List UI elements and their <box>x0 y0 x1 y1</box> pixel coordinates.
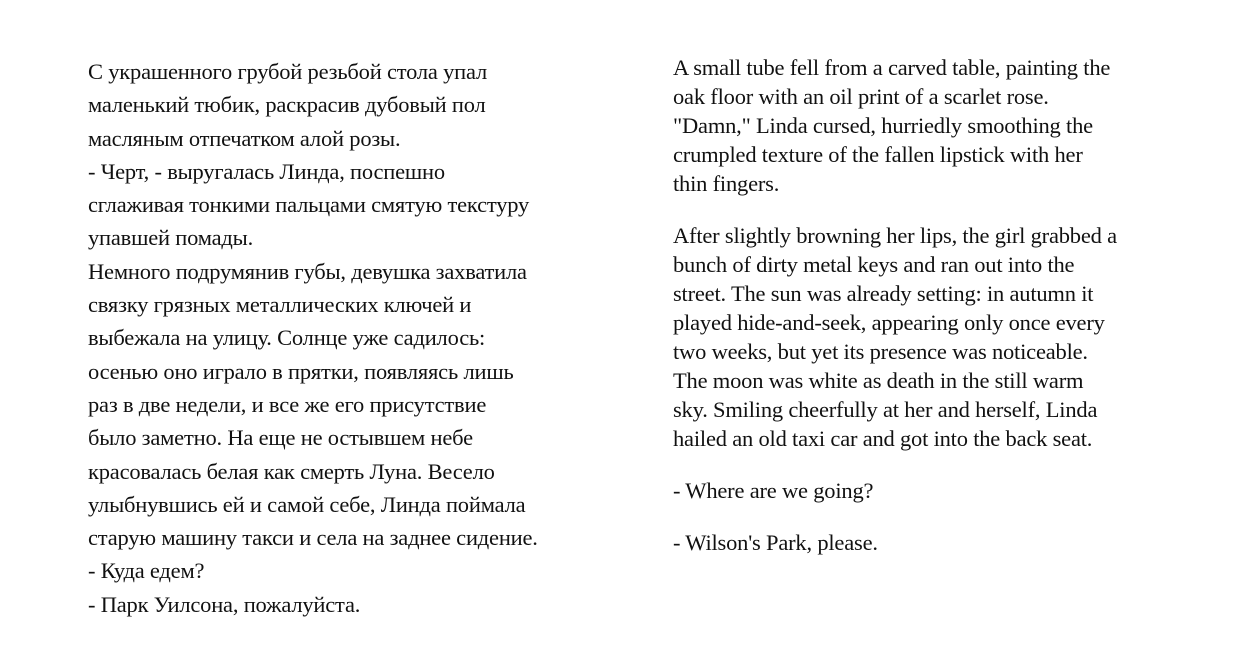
ru-text-line: раз в две недели, и все же его присутствие <box>88 391 487 417</box>
ru-text-line: осенью оно играло в прятки, появляясь лишь <box>88 358 514 384</box>
en-text-line: two weeks, but yet its presence was noticeable. <box>673 339 1088 364</box>
english-text-column <box>673 53 1193 580</box>
ru-text-line: упавшей помады. <box>88 225 254 251</box>
en-text-line: After slightly browning her lips, the girl grabbed a <box>673 223 1117 248</box>
en-text-line: thin fingers. <box>673 171 780 196</box>
en-text-line: played hide-and-seek, appearing only once every <box>673 310 1105 335</box>
ru-text-line: маленький тюбик, раскрасив дубовый пол <box>88 92 486 118</box>
en-text-line: hailed an old taxi car and got into the back seat. <box>673 426 1093 451</box>
en-text-line: A small tube fell from a carved table, painting the <box>673 55 1111 80</box>
ru-text-line: - Черт, - выругалась Линда, поспешно <box>88 158 445 184</box>
ru-text-line: - Парк Уилсона, пожалуйста. <box>88 591 361 617</box>
en-text-line: The moon was white as death in the still warm <box>673 368 1084 393</box>
en-text-line: crumpled texture of the fallen lipstick with her <box>673 142 1083 167</box>
en-paragraph <box>673 476 1193 505</box>
en-text-line: - Wilson's Park, please. <box>673 530 878 555</box>
russian-text-column <box>88 55 618 621</box>
ru-text-line: связку грязных металлических ключей и <box>88 292 472 318</box>
ru-text-line: выбежала на улицу. Солнце уже садилось: <box>88 325 486 351</box>
en-text-line: "Damn," Linda cursed, hurriedly smoothing the <box>673 113 1093 138</box>
ru-text-line: красовалась белая как смерть Луна. Весело <box>88 458 495 484</box>
en-text-line: bunch of dirty metal keys and ran out into the <box>673 252 1075 277</box>
ru-text-line: сглаживая тонкими пальцами смятую текстуру <box>88 192 530 218</box>
ru-text-line: С украшенного грубой резьбой стола упал <box>88 59 487 84</box>
ru-text-line: было заметно. На еще не остывшем небе <box>88 425 473 451</box>
en-paragraph <box>673 528 1193 557</box>
en-text-line: street. The sun was already setting: in autumn it <box>673 281 1094 306</box>
en-text-line: oak floor with an oil print of a scarlet rose. <box>673 84 1049 109</box>
ru-text-line: - Куда едем? <box>88 558 205 584</box>
ru-text-line: улыбнувшись ей и самой себе, Линда поймала <box>88 491 526 517</box>
en-paragraph <box>673 221 1193 453</box>
en-text-line: - Where are we going? <box>673 478 874 503</box>
ru-text-line: масляным отпечатком алой розы. <box>88 125 401 151</box>
ru-text-line: старую машину такси и села на заднее сидение. <box>88 525 538 551</box>
ru-text-line: Немного подрумянив губы, девушка захватила <box>88 258 527 284</box>
en-text-line: sky. Smiling cheerfully at her and herself, Linda <box>673 397 1098 422</box>
en-paragraph <box>673 53 1193 198</box>
